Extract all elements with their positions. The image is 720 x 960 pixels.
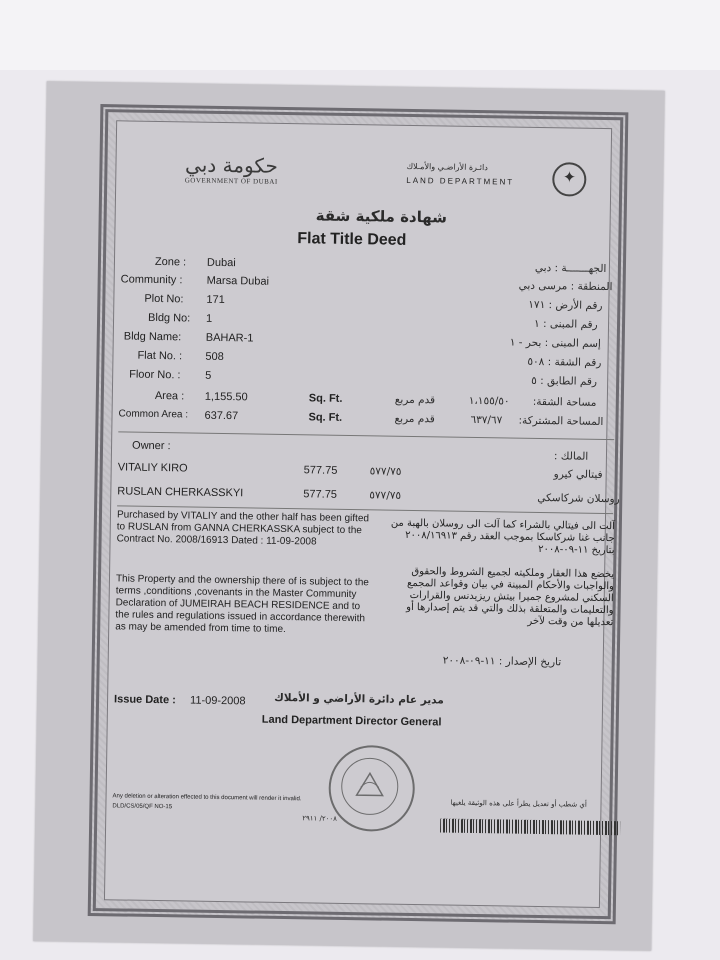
floor-arabic: رقم الطابق : ٥ <box>531 374 598 388</box>
department-arabic: دائـرة الأراضـي والأمـلاك <box>406 161 488 173</box>
footer-warning-arabic: أي شطب أو تعديل يطرأ على هذه الوثيقة يلغيها <box>450 798 587 809</box>
plot-value: 171 <box>206 293 225 307</box>
serial-arabic: ٢٠٠٨/ ٢٩١١ <box>302 814 337 823</box>
floor-label: Floor No. : <box>129 368 181 382</box>
common-area-arabic-label: المساحة المشتركة: <box>518 414 604 428</box>
barcode <box>440 818 620 835</box>
deed-body <box>104 120 620 908</box>
background-top <box>0 0 720 70</box>
purchase-note-arabic: آلت الى فيتالي بالشراء كما آلت الى روسلان بالهبة من جانب غنا شركاسكا بموجب العقد رقم ٢٠٠٨/١٦٩١٣ بتاريخ ١١-٠٩-٢٠٠٨ <box>390 517 615 557</box>
signatory-arabic: مدير عام دائرة الأراضي و الأملاك <box>274 691 444 707</box>
official-seal-icon <box>328 745 415 832</box>
government-english-label: GOVERNMENT OF DUBAI <box>184 176 278 186</box>
owner-share-arabic: ٥٧٧/٧٥ <box>369 489 402 502</box>
common-area-value-arabic: ٦٣٧/٦٧ <box>470 413 503 427</box>
common-area-unit-arabic: قدم مربع <box>394 412 435 426</box>
area-unit: Sq. Ft. <box>308 392 343 405</box>
purchase-note-english: Purchased by VITALIY and the other half has been gifted to RUSLAN from GANNA CHERKASSKA subject to the Contract No. 2008/16913 Dated : 11-09-2008 <box>116 509 370 548</box>
owner-name-arabic: فيتالي كيرو <box>553 468 603 481</box>
owner-share: 577.75 <box>303 464 338 477</box>
owner-share-arabic: ٥٧٧/٧٥ <box>369 465 402 478</box>
bldg-name-label: Bldg Name: <box>123 330 182 344</box>
area-unit-arabic: قدم مربع <box>394 393 436 407</box>
area-value-arabic: ١،١٥٥/٥٠ <box>468 394 510 408</box>
common-area-label: Common Area : <box>118 408 189 421</box>
divider-line <box>118 431 614 440</box>
area-arabic-label: مساحة الشقة: <box>532 395 597 409</box>
plot-arabic: رقم الأرض : ١٧١ <box>528 298 603 312</box>
zone-arabic: الجهـــــــة : دبي <box>534 261 607 276</box>
issue-date-label: Issue Date : <box>113 693 176 707</box>
bldg-no-arabic: رقم المبنى : ١ <box>533 317 598 331</box>
owner-name: RUSLAN CHERKASSKYI <box>117 485 244 500</box>
footer-warning-english: Any deletion or alteration effected to this document will render it invalid. <box>112 793 302 803</box>
flat-value: 508 <box>205 350 224 364</box>
decorative-border <box>88 104 629 924</box>
area-label: Area : <box>154 389 185 403</box>
issue-date-arabic: تاريخ الإصدار : ١١-٠٩-٢٠٠٨ <box>442 654 562 669</box>
conditions-note-english: This Property and the ownership there of is subject to the terms ,conditions ,covenants in the Master Community Declaration of JUMEIRAH BEACH RESIDENCE and to the rules and regulations issued in accordance therewith as may be amended from time to time. <box>115 573 369 636</box>
owner-name-arabic: روسلان شركاسكي <box>537 491 620 506</box>
department-english: LAND DEPARTMENT <box>406 175 515 187</box>
owner-label: Owner : <box>131 439 171 453</box>
floor-value: 5 <box>205 369 212 382</box>
conditions-note-arabic: يخضع هذا العقار وملكيته لجميع الشروط والحقوق والواجبات والأحكام المبينة في بيان وقواعد المجمع السكني لمشروع جميرا بيتش ريزيدنس والقرارات والتعليمات والمتعلقة بذلك والتي قد يتم إصدارها أو تعديلها من وقت لآخر <box>406 565 615 629</box>
owner-label-arabic: المالك : <box>553 450 589 463</box>
community-value: Marsa Dubai <box>206 274 270 288</box>
signatory-english: Land Department Director General <box>261 713 442 729</box>
deed-page <box>33 81 664 951</box>
plot-label: Plot No: <box>144 292 184 306</box>
area-value: 1,155.50 <box>204 390 248 404</box>
owner-name: VITALIY KIRO <box>117 461 188 475</box>
zone-value: Dubai <box>206 256 236 270</box>
community-arabic: المنطقة : مرسى دبي <box>518 279 613 294</box>
community-label: Community : <box>120 273 183 287</box>
common-area-value: 637.67 <box>204 409 239 423</box>
title-english: Flat Title Deed <box>297 230 407 249</box>
government-of-dubai-logo <box>176 152 286 186</box>
palm-emblem-icon: ✦ <box>552 162 587 197</box>
bldg-no-label: Bldg No: <box>147 311 191 325</box>
common-area-unit: Sq. Ft. <box>308 411 343 424</box>
bldg-name-arabic: إسم المبنى : بحر - ١ <box>509 336 601 350</box>
issue-date-value: 11-09-2008 <box>189 694 246 708</box>
flat-label: Flat No. : <box>137 349 183 363</box>
zone-label: Zone : <box>154 255 187 269</box>
government-arabic-calligraphy: حكومة دبي <box>184 152 279 178</box>
bldg-no-value: 1 <box>205 312 213 325</box>
bldg-name-value: BAHAR-1 <box>205 331 254 345</box>
owner-share: 577.75 <box>303 488 338 501</box>
title-arabic: شهادة ملكية شقة <box>315 206 448 227</box>
form-code: DLD/CS/05/QF NO-15 <box>112 803 173 811</box>
flat-arabic: رقم الشقة : ٥٠٨ <box>527 355 602 369</box>
